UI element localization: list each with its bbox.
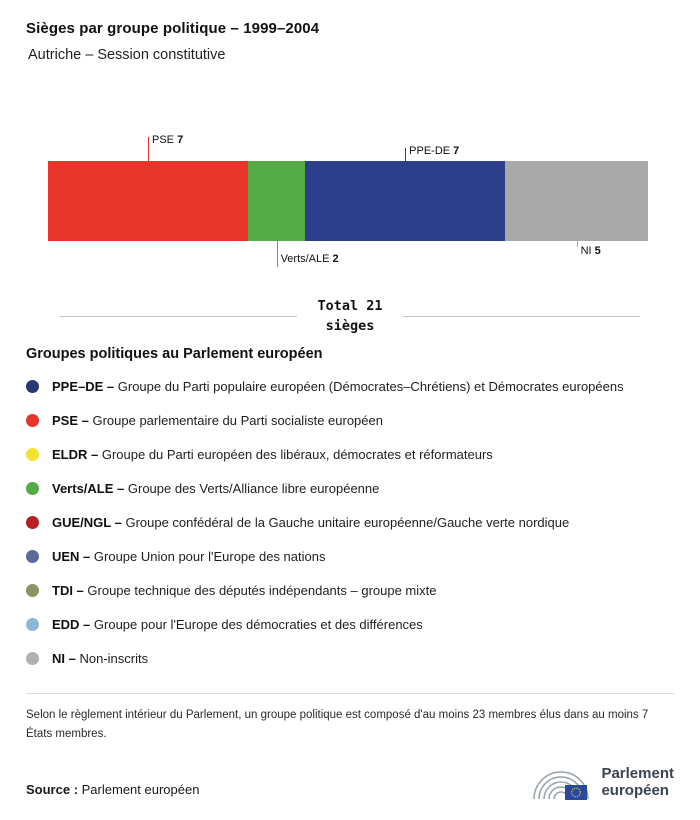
legend-label-pse: PSE – Groupe parlementaire du Parti socialiste européen — [52, 412, 383, 428]
ep-logo-text — [601, 765, 674, 800]
legend-color-dot-ppe-de — [26, 380, 39, 393]
legend-item-ni — [26, 641, 674, 675]
legend-item-edd — [26, 607, 674, 641]
bar-label-verts-ale: Verts/ALE 2 — [280, 253, 339, 265]
legend-color-dot-gue-ngl — [26, 516, 39, 529]
legend-item-pse — [26, 403, 674, 437]
legend-color-dot-pse — [26, 414, 39, 427]
legend-label-edd: EDD – Groupe pour l'Europe des démocraties et des différences — [52, 616, 423, 632]
bar-segment-verts-ale — [248, 161, 305, 241]
legend-item-tdi — [26, 573, 674, 607]
total-label: Total 21 — [317, 298, 383, 314]
source-text: Parlement européen — [81, 781, 200, 797]
bar-tick-ppe-de — [405, 148, 406, 161]
legend-label-ppe-de: PPE–DE – Groupe du Parti populaire européen (Démocrates–Chrétiens) et Démocrates européens — [52, 378, 624, 394]
footer — [26, 759, 674, 805]
bar-label-pse: PSE 7 — [152, 134, 184, 146]
seats-bar-chart — [48, 127, 648, 273]
source-label: Source : — [26, 781, 79, 797]
legend-label-tdi: TDI – Groupe technique des députés indépendants – groupe mixte — [52, 582, 437, 598]
bar-tick-pse — [148, 137, 149, 161]
legend-item-verts-ale — [26, 471, 674, 505]
ep-logo-line1: Parlement — [601, 764, 674, 782]
legend-item-gue-ngl — [26, 505, 674, 539]
bar-tick-verts-ale — [277, 241, 278, 267]
total-seats-text — [311, 297, 388, 336]
ep-hemicycle-icon — [529, 759, 593, 805]
legend-label-verts-ale: Verts/ALE – Groupe des Verts/Alliance libre européenne — [52, 480, 380, 496]
total-rule-right — [403, 316, 640, 317]
total-rule-left — [60, 316, 297, 317]
eu-flag-icon — [565, 785, 587, 800]
legend-color-dot-eldr — [26, 448, 39, 461]
legend-color-dot-verts-ale — [26, 482, 39, 495]
divider — [26, 693, 674, 694]
legend-item-uen — [26, 539, 674, 573]
bar-label-ni: NI 5 — [580, 245, 601, 257]
legend-color-dot-uen — [26, 550, 39, 563]
ep-logo — [529, 759, 674, 805]
legend-item-ppe-de — [26, 369, 674, 403]
legend-color-dot-edd — [26, 618, 39, 631]
legend-color-dot-ni — [26, 652, 39, 665]
footnote: Selon le règlement intérieur du Parlement, un groupe politique est composé d'au moins 23 membres élus dans au moins 7 États membres. — [26, 709, 649, 740]
bar-segment-ni — [505, 161, 648, 241]
total-seats-block — [60, 297, 640, 336]
source — [26, 782, 199, 805]
bar-tick-ni — [577, 241, 578, 247]
bar-segment-pse — [48, 161, 248, 241]
legend-label-eldr: ELDR – Groupe du Parti européen des libéraux, démocrates et réformateurs — [52, 446, 493, 462]
page-subtitle: Autriche – Session constitutive — [28, 47, 226, 63]
bar-segment-ppe-de — [305, 161, 505, 241]
legend-item-eldr — [26, 437, 674, 471]
legend-label-ni: NI – Non-inscrits — [52, 650, 149, 666]
page-title: Sièges par groupe politique – 1999–2004 — [26, 20, 320, 37]
ep-logo-line2: européen — [601, 781, 669, 799]
legend-label-uen: UEN – Groupe Union pour l'Europe des nations — [52, 548, 326, 564]
legend-color-dot-tdi — [26, 584, 39, 597]
legend — [26, 369, 674, 675]
legend-label-gue-ngl: GUE/NGL – Groupe confédéral de la Gauche unitaire européenne/Gauche verte nordique — [52, 514, 570, 530]
legend-title: Groupes politiques au Parlement européen — [26, 346, 323, 363]
bar-label-ppe-de: PPE-DE 7 — [409, 145, 460, 157]
total-sublabel: sièges — [325, 317, 375, 334]
